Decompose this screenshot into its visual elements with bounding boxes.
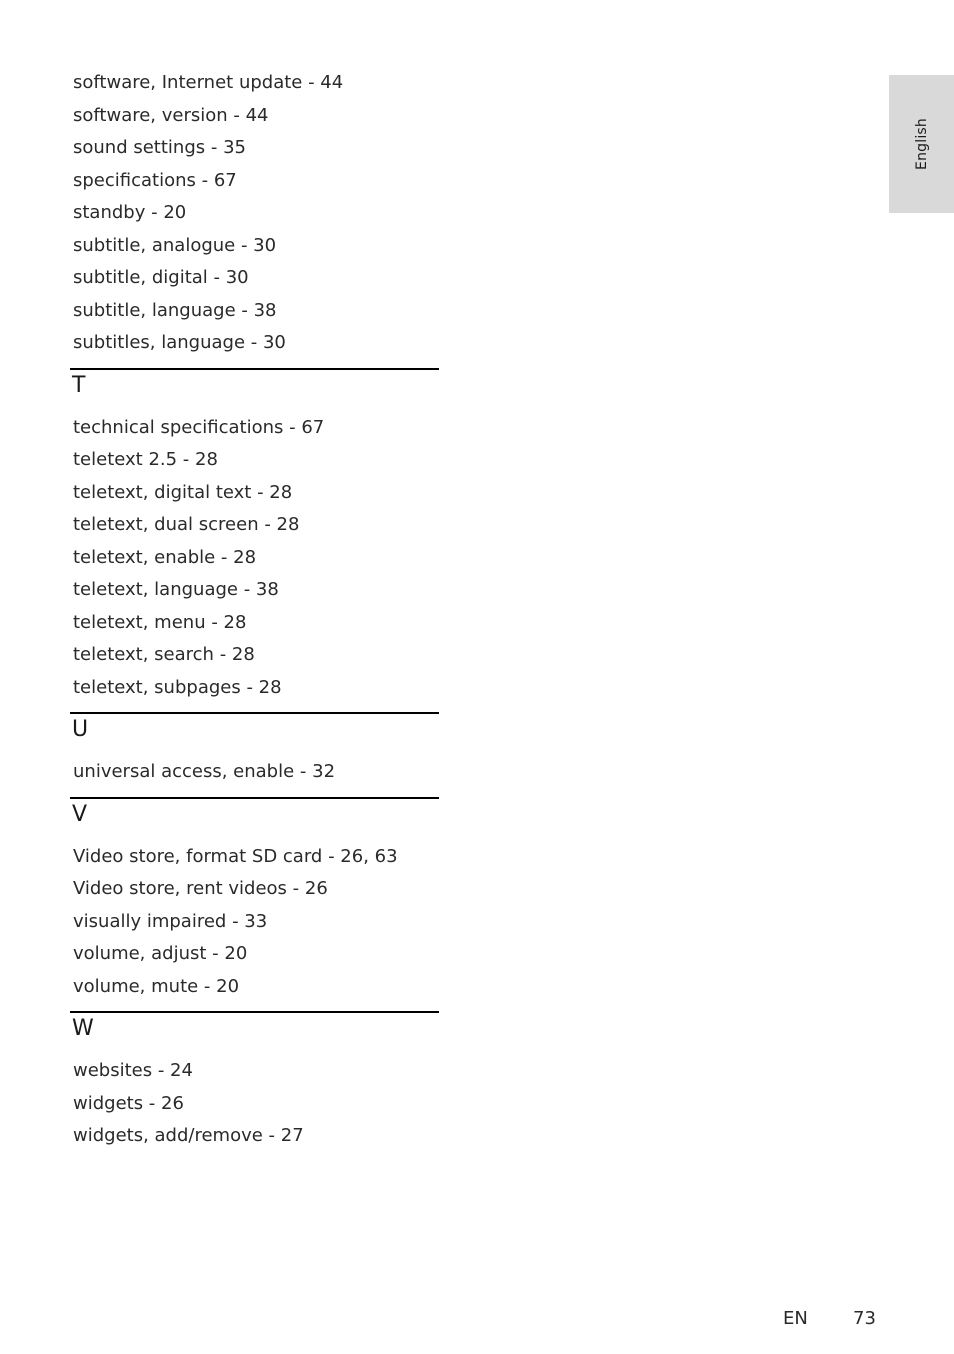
index-entry: software, version - 44 [73,104,269,126]
index-column [70,67,439,1153]
index-entry: widgets - 26 [73,1092,184,1114]
index-entry: volume, adjust - 20 [73,943,248,964]
section-letter: T [72,372,86,398]
section-letter: W [72,1016,94,1041]
index-entry: teletext, enable - 28 [73,546,257,568]
index-entry: websites - 24 [73,1060,193,1081]
index-entry: widgets, add/remove - 27 [73,1125,304,1146]
index-entry: teletext, search - 28 [73,644,255,665]
footer-page-number: 73 [853,1308,876,1329]
index-entry: Video store, format SD card - 26, 63 [73,845,398,867]
index-entry: teletext, dual screen - 28 [73,514,300,535]
index-entry: teletext 2.5 - 28 [73,449,218,470]
section-letter: V [72,801,88,827]
index-entry: subtitle, analogue - 30 [73,234,277,256]
index-entry: sound settings - 35 [73,137,246,158]
index-entry: technical specifications - 67 [73,416,325,438]
index-entry: teletext, menu - 28 [73,611,247,633]
index-section-v [70,797,439,1004]
index-entry: volume, mute - 20 [73,975,240,997]
index-entry: subtitle, digital - 30 [73,267,249,288]
index-entry: teletext, digital text - 28 [73,481,293,503]
index-entry: Video store, rent videos - 26 [73,878,328,899]
index-entry: standby - 20 [73,202,187,223]
index-entry: visually impaired - 33 [73,910,268,932]
index-entry: software, Internet update - 44 [73,72,344,93]
index-entry: teletext, language - 38 [73,579,279,600]
index-entry: subtitles, language - 30 [73,332,286,353]
footer-language-code: EN [783,1308,808,1329]
language-tab-label: English [913,118,930,170]
section-letter: U [72,717,89,742]
language-tab [889,75,954,213]
index-section-w [70,1011,439,1153]
index-section-u [70,712,439,789]
index-entry: teletext, subpages - 28 [73,676,282,698]
intro-entries [70,67,439,360]
index-entry: specifications - 67 [73,169,237,191]
index-entry: universal access, enable - 32 [73,761,336,782]
index-entry: subtitle, language - 38 [73,299,277,321]
index-section-t [70,368,439,705]
